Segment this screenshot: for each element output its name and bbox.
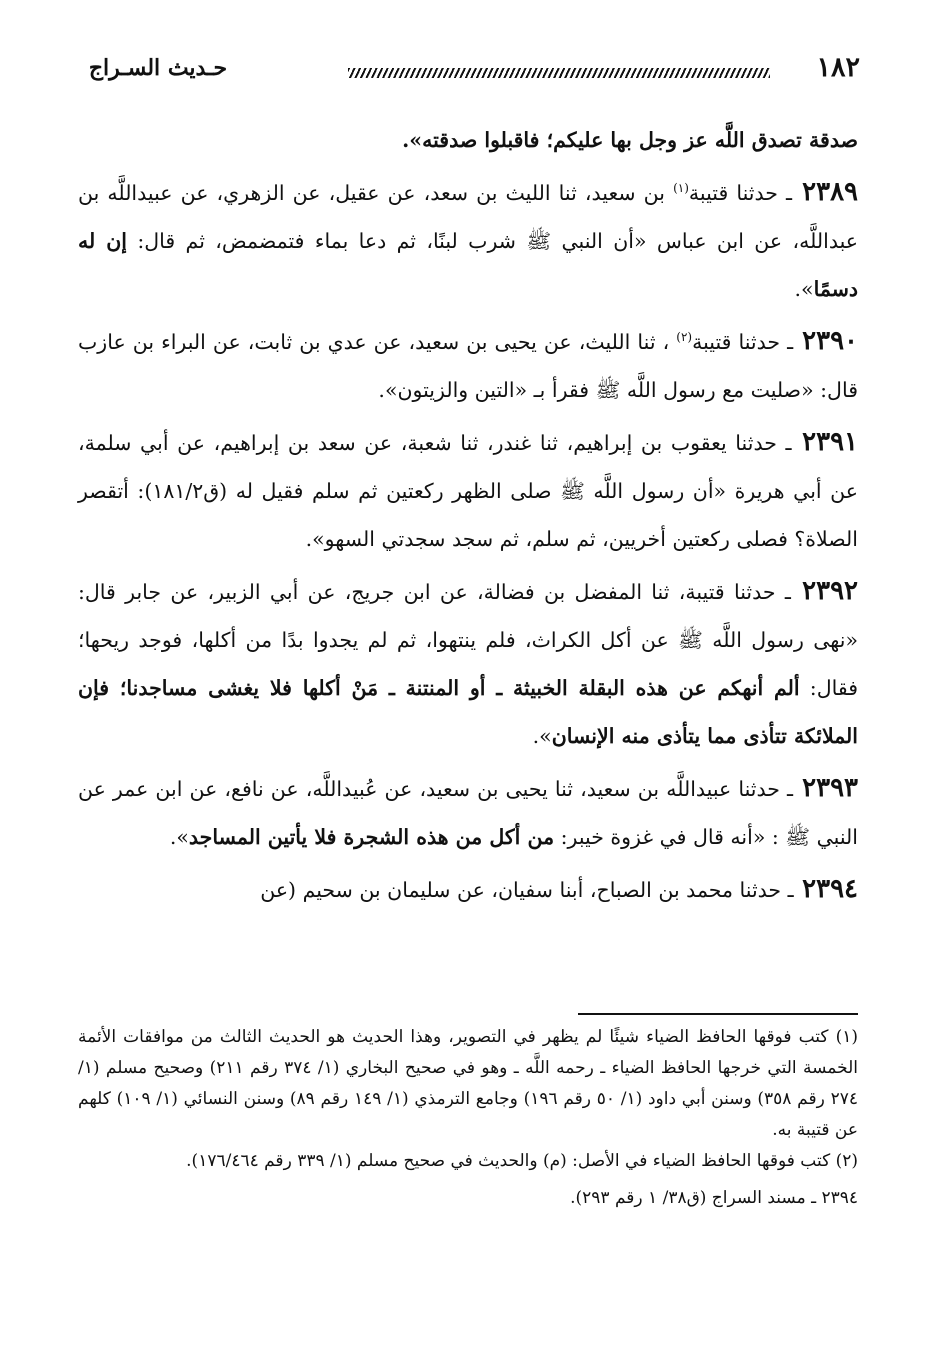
footnote-separator — [578, 1013, 858, 1015]
hadith-text: ـ حدثنا قتيبة، ثنا المفضل بن فضالة، عن ابن جريج، عن أبي الزبير، عن جابر قال: «نهى رسول اللَّه ﷺ عن أكل الكراث، فلم ينتهوا، ثم لم يجدوا بدًا من أكلها، فوجد ريحها؛ فقال: — [78, 580, 859, 700]
hadith-2393 — [78, 764, 858, 861]
footnotes — [78, 1022, 858, 1214]
hadith-number: ٢٣٩٣ — [802, 773, 858, 803]
hadith-text: ـ حدثنا محمد بن الصباح، أبنا سفيان، عن سليمان بن سحيم (عن — [260, 878, 801, 902]
header-rule — [348, 68, 770, 78]
hadith-2394 — [78, 865, 858, 914]
hadith-text: ». — [794, 277, 814, 301]
hadith-text: ـ حدثنا قتيبة — [688, 181, 801, 205]
hadith-text: بن سعيد، ثنا الليث بن سعد، عن عقيل، عن الزهري، عن عبيداللَّه بن عبداللَّه، عن ابن عباس «أن النبي ﷺ شرب لبنًا، ثم دعا بماء فتمضمض، ثم قال: — [78, 181, 859, 253]
hadith-text: ـ حدثنا يعقوب بن إبراهيم، ثنا غندر، ثنا شعبة، عن سعد بن إبراهيم، عن أبي سلمة، عن أبي هريرة «أن رسول اللَّه ﷺ صلى الظهر ركعتين ثم سلم فقيل له (ق١٨١/٢): أتقصر الصلاة؟ فصلى ركعتين أخريين، ثم سلم، ثم سجد سجدتي السهو». — [78, 431, 858, 551]
hadith-bold-text: ألم أنهكم عن هذه البقلة الخبيثة ـ أو المنتنة ـ مَنْ أكلها فلا يغشى مساجدنا؛ فإن الملائكة تتأذى مما يتأذى منه الإنسان — [78, 676, 858, 748]
footnote-1: (١) كتب فوقها الحافظ الضياء شيئًا لم يظهر في التصوير، وهذا الحديث هو الحديث الثالث من موافقات الأئمة الخمسة التي خرجها الحافظ الضياء ـ رحمه اللَّه ـ وهو في صحيح البخاري (١/ ٣٧٤ رقم ٢١١) وصحيح مسلم (١/ ٢٧٤ رقم ٣٥٨) وسنن أبي داود (١/ ٥٠ رقم ١٩٦) وجامع الترمذي (١/ ١٤٩ رقم ٨٩) وسنن النسائي (١/ ١٠٩) كلهم عن قتيبة به. — [78, 1027, 858, 1140]
hadith-2390 — [78, 317, 858, 414]
hadith-number: ٢٣٩١ — [802, 427, 858, 457]
hadith-2392 — [78, 567, 858, 760]
hadith-text: ، ثنا الليث، عن يحيى بن سعيد، عن عدي بن ثابت، عن البراء بن عازب قال: «صليت مع رسول اللَّه ﷺ فقرأ بـ «التين والزيتون». — [78, 330, 858, 402]
hadith-bold-text: من أكل من هذه الشجرة فلا يأتين المساجد — [188, 825, 555, 849]
hadith-number: ٢٣٩٠ — [802, 326, 858, 356]
hadith-text: ». — [532, 724, 552, 748]
footnote-ref: (١) — [673, 181, 689, 196]
hadith-text: ». — [169, 825, 189, 849]
hadith-number: ٢٣٩٤ — [802, 874, 858, 904]
footnote-2: (٢) كتب فوقها الحافظ الضياء في الأصل: (م) والحديث في صحيح مسلم (١/ ٣٣٩ رقم ١٧٦/٤٦٤). — [186, 1151, 858, 1171]
page-number: ١٨٢ — [816, 52, 860, 83]
hadith-text: ـ حدثنا قتيبة — [692, 330, 801, 354]
hadith-bold-text: إن له دسمًا — [78, 229, 858, 301]
continuation-text: صدقة تصدق اللَّه عز وجل بها عليكم؛ فاقبلوا صدقته». — [402, 128, 858, 152]
hadith-text: ـ حدثنا عبيداللَّه بن سعيد، ثنا يحيى بن سعيد، عن عُبيداللَّه، عن نافع، عن ابن عمر عن النبي ﷺ : «أنه قال في غزوة خيبر: — [78, 777, 858, 849]
hadith-body — [78, 116, 858, 918]
running-title: حـديث السـراج — [88, 55, 228, 81]
hadith-2389 — [78, 168, 858, 313]
hadith-number: ٢٣٨٩ — [802, 177, 858, 207]
source-note: ٢٣٩٤ ـ مسند السراج (ق٣٨/ ١ رقم ٢٩٣). — [570, 1188, 858, 1208]
hadith-2391 — [78, 418, 858, 563]
hadith-number: ٢٣٩٢ — [802, 576, 858, 606]
footnote-ref: (٢) — [676, 330, 693, 345]
